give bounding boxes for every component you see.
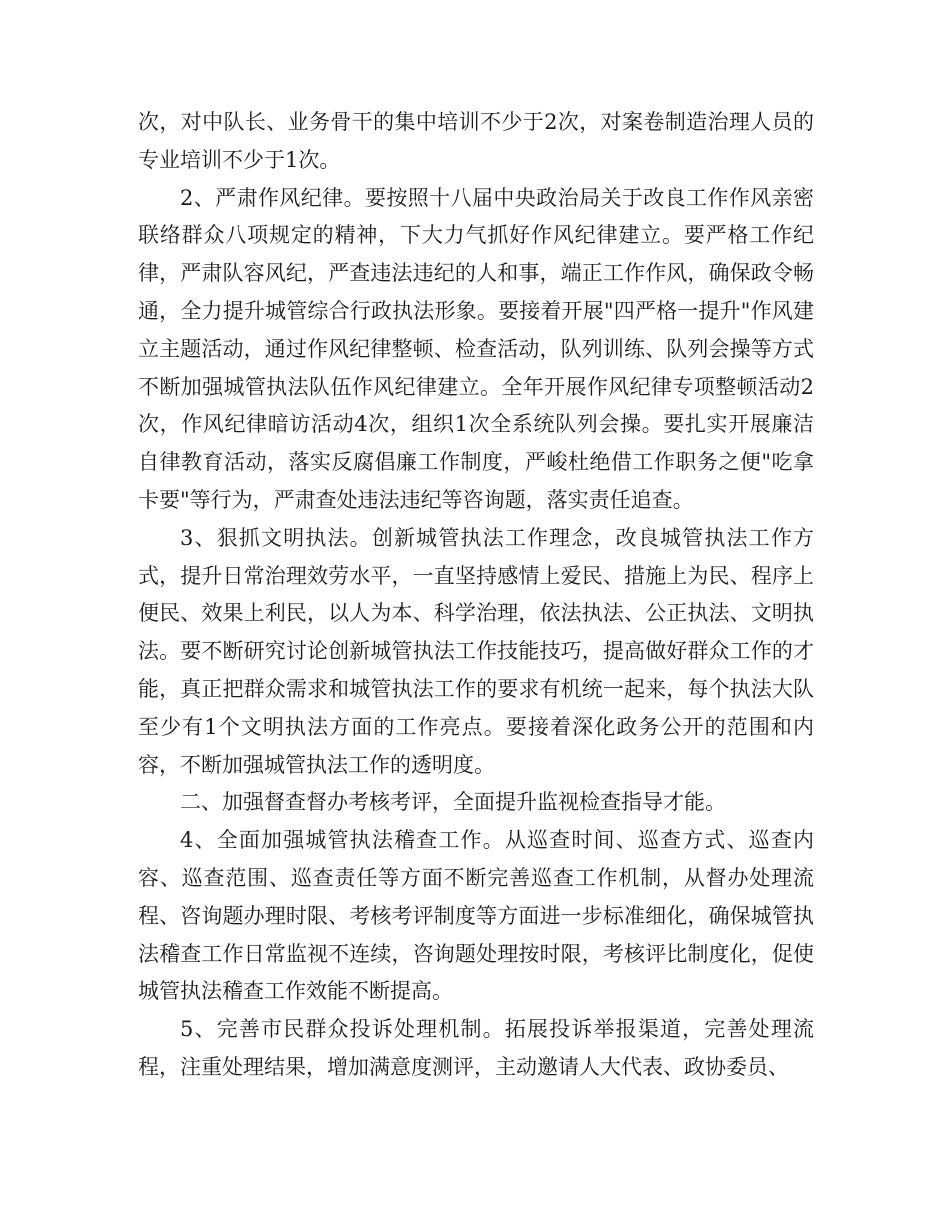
paragraph-item-3: 3、狠抓文明执法。创新城管执法工作理念，改良城管执法工作方式，提升日常治理效劳水平，一直坚持感情上爱民、措施上为民、程序上便民、效果上利民，以人为本、科学治理，依法执法、公正执法、文明执法。要不断研究讨论创新城管执法工作技能技巧，提高做好群众工作的才能，真正把群众需求和城管执法工作的要求有机统一起来，每个执法大队至少有1个文明执法方面的工作亮点。要接着深化政务公开的范围和内容，不断加强城管执法工作的透明度。: [138, 525, 814, 777]
paragraph-item-4: 4、全面加强城管执法稽查工作。从巡查时间、巡查方式、巡查内容、巡查范围、巡查责任等方面不断完善巡查工作机制，从督办处理流程、咨询题办理时限、考核考评制度等方面进一步标准细化，确保城管执法稽查工作日常监视不连续，咨询题处理按时限，考核评比制度化，促使城管执法稽查工作效能不断提高。: [138, 828, 814, 1004]
paragraph-continuation: 次，对中队长、业务骨干的集中培训不少于2次，对案卷制造治理人员的专业培训不少于1次。: [138, 110, 814, 172]
paragraph-item-2: 2、严肃作风纪律。要按照十八届中央政治局关于改良工作作风亲密联络群众八项规定的精神，下大力气抓好作风纪律建立。要严格工作纪律，严肃队容风纪，严查违法违纪的人和事，端正工作作风，确保政令畅通，全力提升城管综合行政执法形象。要接着开展"四严格一提升"作风建立主题活动，通过作风纪律整顿、检查活动，队列训练、队列会操等方式不断加强城管执法队伍作风纪律建立。全年开展作风纪律专项整顿活动2次，作风纪律暗访活动4次，组织1次全系统队列会操。要扎实开展廉洁自律教育活动，落实反腐倡廉工作制度，严峻杜绝借工作职务之便"吃拿卡要"等行为，严肃查处违法违纪等咨询题，落实责任追查。: [138, 185, 814, 512]
section-heading-2: 二、加强督查督办考核考评，全面提升监视检查指导才能。: [180, 790, 726, 815]
document-page: [138, 104, 814, 1087]
paragraph-item-5: 5、完善市民群众投诉处理机制。拓展投诉举报渠道，完善处理流程，注重处理结果，增加满意度测评，主动邀请人大代表、政协委员、: [138, 1017, 814, 1079]
